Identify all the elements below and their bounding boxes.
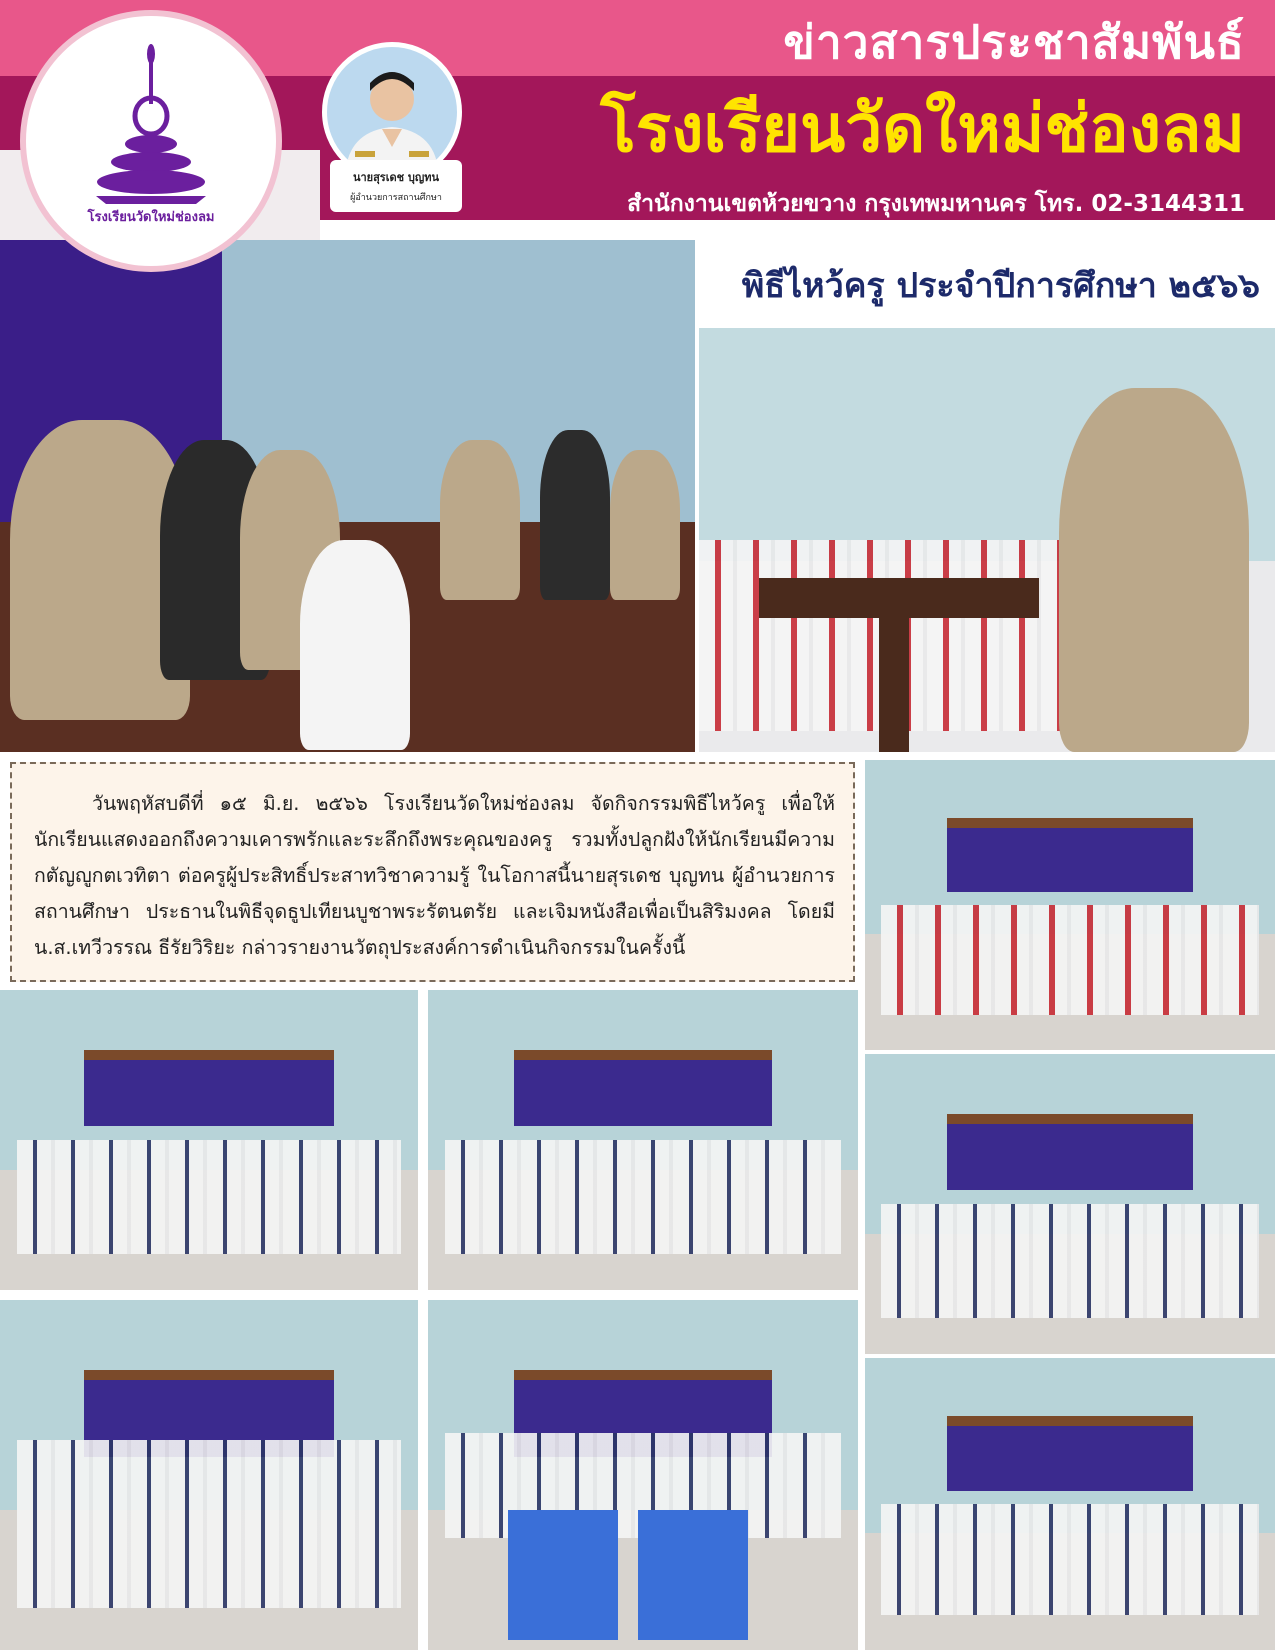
photo-group-6 <box>428 1300 858 1650</box>
director-name: นายสุรเดช บุญทน <box>352 171 440 184</box>
header-kicker: ข่าวสารประชาสัมพันธ์ <box>783 15 1245 69</box>
photo-speech <box>699 328 1275 752</box>
photo-group-2 <box>0 990 418 1290</box>
school-name: โรงเรียนวัดใหม่ช่องลม <box>600 90 1245 167</box>
article-paragraph: วันพฤหัสบดีที่ ๑๕ มิ.ย. ๒๕๖๖ โรงเรียนวัดใหม่ช่องลม จัดกิจกรรมพิธีไหว้ครู เพื่อให้นักเรียนแสดงออกถึงความเคารพรักและระลึกถึงพระคุณของครู รวมทั้งปลูกฝังให้นักเรียนมีความกตัญญูกตเวทิตา ต่อครูผู้ประสิทธิ์ประสาทวิชาความรู้ ในโอกาสนี้นายสุรเดช บุญทน ผู้อำนวยการสถานศึกษา ประธานในพิธีจุดธูปเทียนบูชาพระรัตนตรัย และเจิมหนังสือเพื่อเป็นสิริมงคล โดยมี น.ส.เทวีวรรณ ธีรัยวิริยะ กล่าวรายงานวัตถุประสงค์การดำเนินกิจกรรมในครั้งนี้ <box>34 792 835 959</box>
photo-group-4 <box>865 1054 1275 1354</box>
school-logo <box>20 10 282 272</box>
stupa-logo-icon <box>26 16 276 266</box>
logo-caption: โรงเรียนวัดใหม่ช่องลม <box>87 210 215 225</box>
photo-group-3 <box>428 990 858 1290</box>
photo-group-7 <box>865 1358 1275 1650</box>
event-title: พิธีไหว้ครู ประจำปีการศึกษา ๒๕๖๖ <box>741 266 1260 306</box>
director-name-card <box>330 160 462 212</box>
office-contact-line: สำนักงานเขตห้วยขวาง กรุงเทพมหานคร โทร. 02-3144311 <box>627 191 1245 217</box>
photo-group-1 <box>865 760 1275 1050</box>
photo-group-5 <box>0 1300 418 1650</box>
article-text-box <box>10 762 855 982</box>
director-position: ผู้อำนวยการสถานศึกษา <box>350 193 442 203</box>
photo-ceremony <box>0 240 695 752</box>
